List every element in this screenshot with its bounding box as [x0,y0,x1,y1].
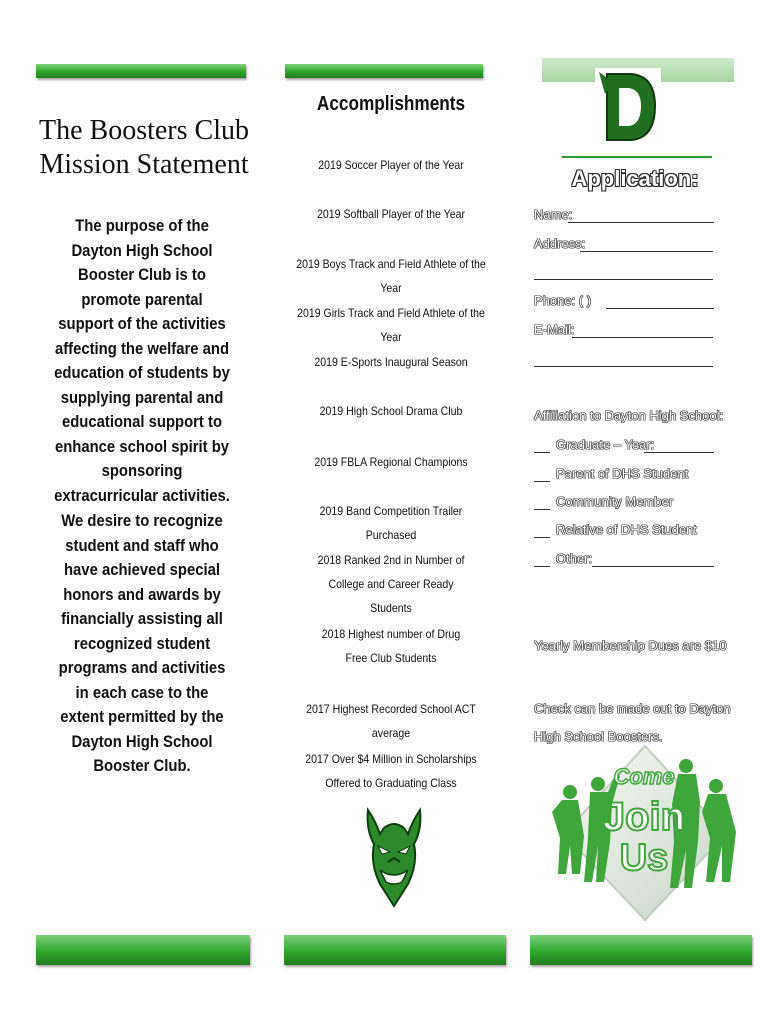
other-field[interactable] [592,566,714,567]
address-field-1[interactable] [580,251,713,252]
graduate-checkbox[interactable] [534,452,550,453]
graduate-option: Graduate – Year: [556,437,655,452]
title-underline [562,156,712,158]
accomplishment-item: 2019 Softball Player of the Year [317,207,465,221]
mission-paragraph-1: The purpose of the Dayton High School Booster Club is to promote parental support of the activities affecting the welfare and education of students by supplying parental and educational support to enhance school spirit by sponsoring extracurricular activities. [54,217,230,505]
relative-option: Relative of DHS Student [556,522,697,537]
bottom-bar-left [36,935,250,965]
dayton-logo [595,68,661,144]
email-field-2[interactable] [534,366,713,367]
join-text: Join [602,795,686,839]
accomplishment-item: 2019 Girls Track and Field Athlete of the Year [297,306,485,344]
top-bar-left [36,64,246,78]
check-note: Check can be made out to Dayton High School Boosters. [534,701,731,744]
membership-dues: Yearly Membership Dues are $10 [534,638,727,653]
parent-checkbox[interactable] [534,481,550,482]
mission-title [38,114,250,182]
email-field[interactable] [572,337,713,338]
mission-paragraph-2: We desire to recognize student and staff who have achieved special honors and awards by financially assisting all recognized student programs and activities in each case to the extent permitted by the Dayton High School Booster Club. [58,512,226,775]
accomplishment-item: 2019 E-Sports Inaugural Season [314,355,468,369]
other-option: Other: [556,551,593,566]
name-field[interactable] [568,222,714,223]
accomplishment-item: 2019 High School Drama Club [319,404,463,418]
devil-mascot-icon [362,800,426,910]
affiliation-heading: Affiliation to Dayton High School: [534,408,724,423]
relative-checkbox[interactable] [534,537,550,538]
phone-field[interactable] [606,308,714,309]
logo-letter: D [628,116,629,117]
accomplishment-item: 2018 Ranked 2nd in Number of College and Career Ready Students [317,553,465,615]
accomplishment-item: 2019 Boys Track and Field Athlete of the Year [296,257,486,295]
accomplishment-item: 2017 Over $4 Million in Scholarships Offered to Graduating Class [305,752,477,790]
mission-title-line1: The Boosters Club [39,115,249,146]
accomplishment-item: 2019 FBLA Regional Champions [314,455,468,469]
address-field-2[interactable] [534,279,713,280]
bottom-bar-right [530,935,752,965]
application-title: Application: [571,166,699,191]
accomplishment-item: 2019 Band Competition Trailer Purchased [319,504,463,542]
dayton-d-logo-icon [595,68,661,144]
parent-option: Parent of DHS Student [556,466,689,481]
community-option: Community Member [556,494,674,509]
come-join-us-graphic [550,742,740,922]
other-checkbox[interactable] [534,566,550,567]
graduate-year-field[interactable] [644,452,714,453]
accomplishment-item: 2019 Soccer Player of the Year [318,158,464,172]
phone-label: Phone: ( ) [534,293,592,308]
bottom-bar-middle [284,935,506,965]
come-text: Come [613,764,675,789]
accomplishment-item: 2017 Highest Recorded School ACT average [306,702,476,740]
community-checkbox[interactable] [534,509,550,510]
accomplishments-heading: Accomplishments [316,93,466,115]
name-label: Name: [534,207,573,222]
accomplishment-item: 2018 Highest number of Drug Free Club Students [321,627,461,665]
email-label: E-Mail: [534,322,575,337]
top-bar-middle [285,64,483,78]
mission-title-line2: Mission Statement [39,149,249,180]
address-label: Address: [534,236,586,251]
us-text: Us [619,837,669,879]
